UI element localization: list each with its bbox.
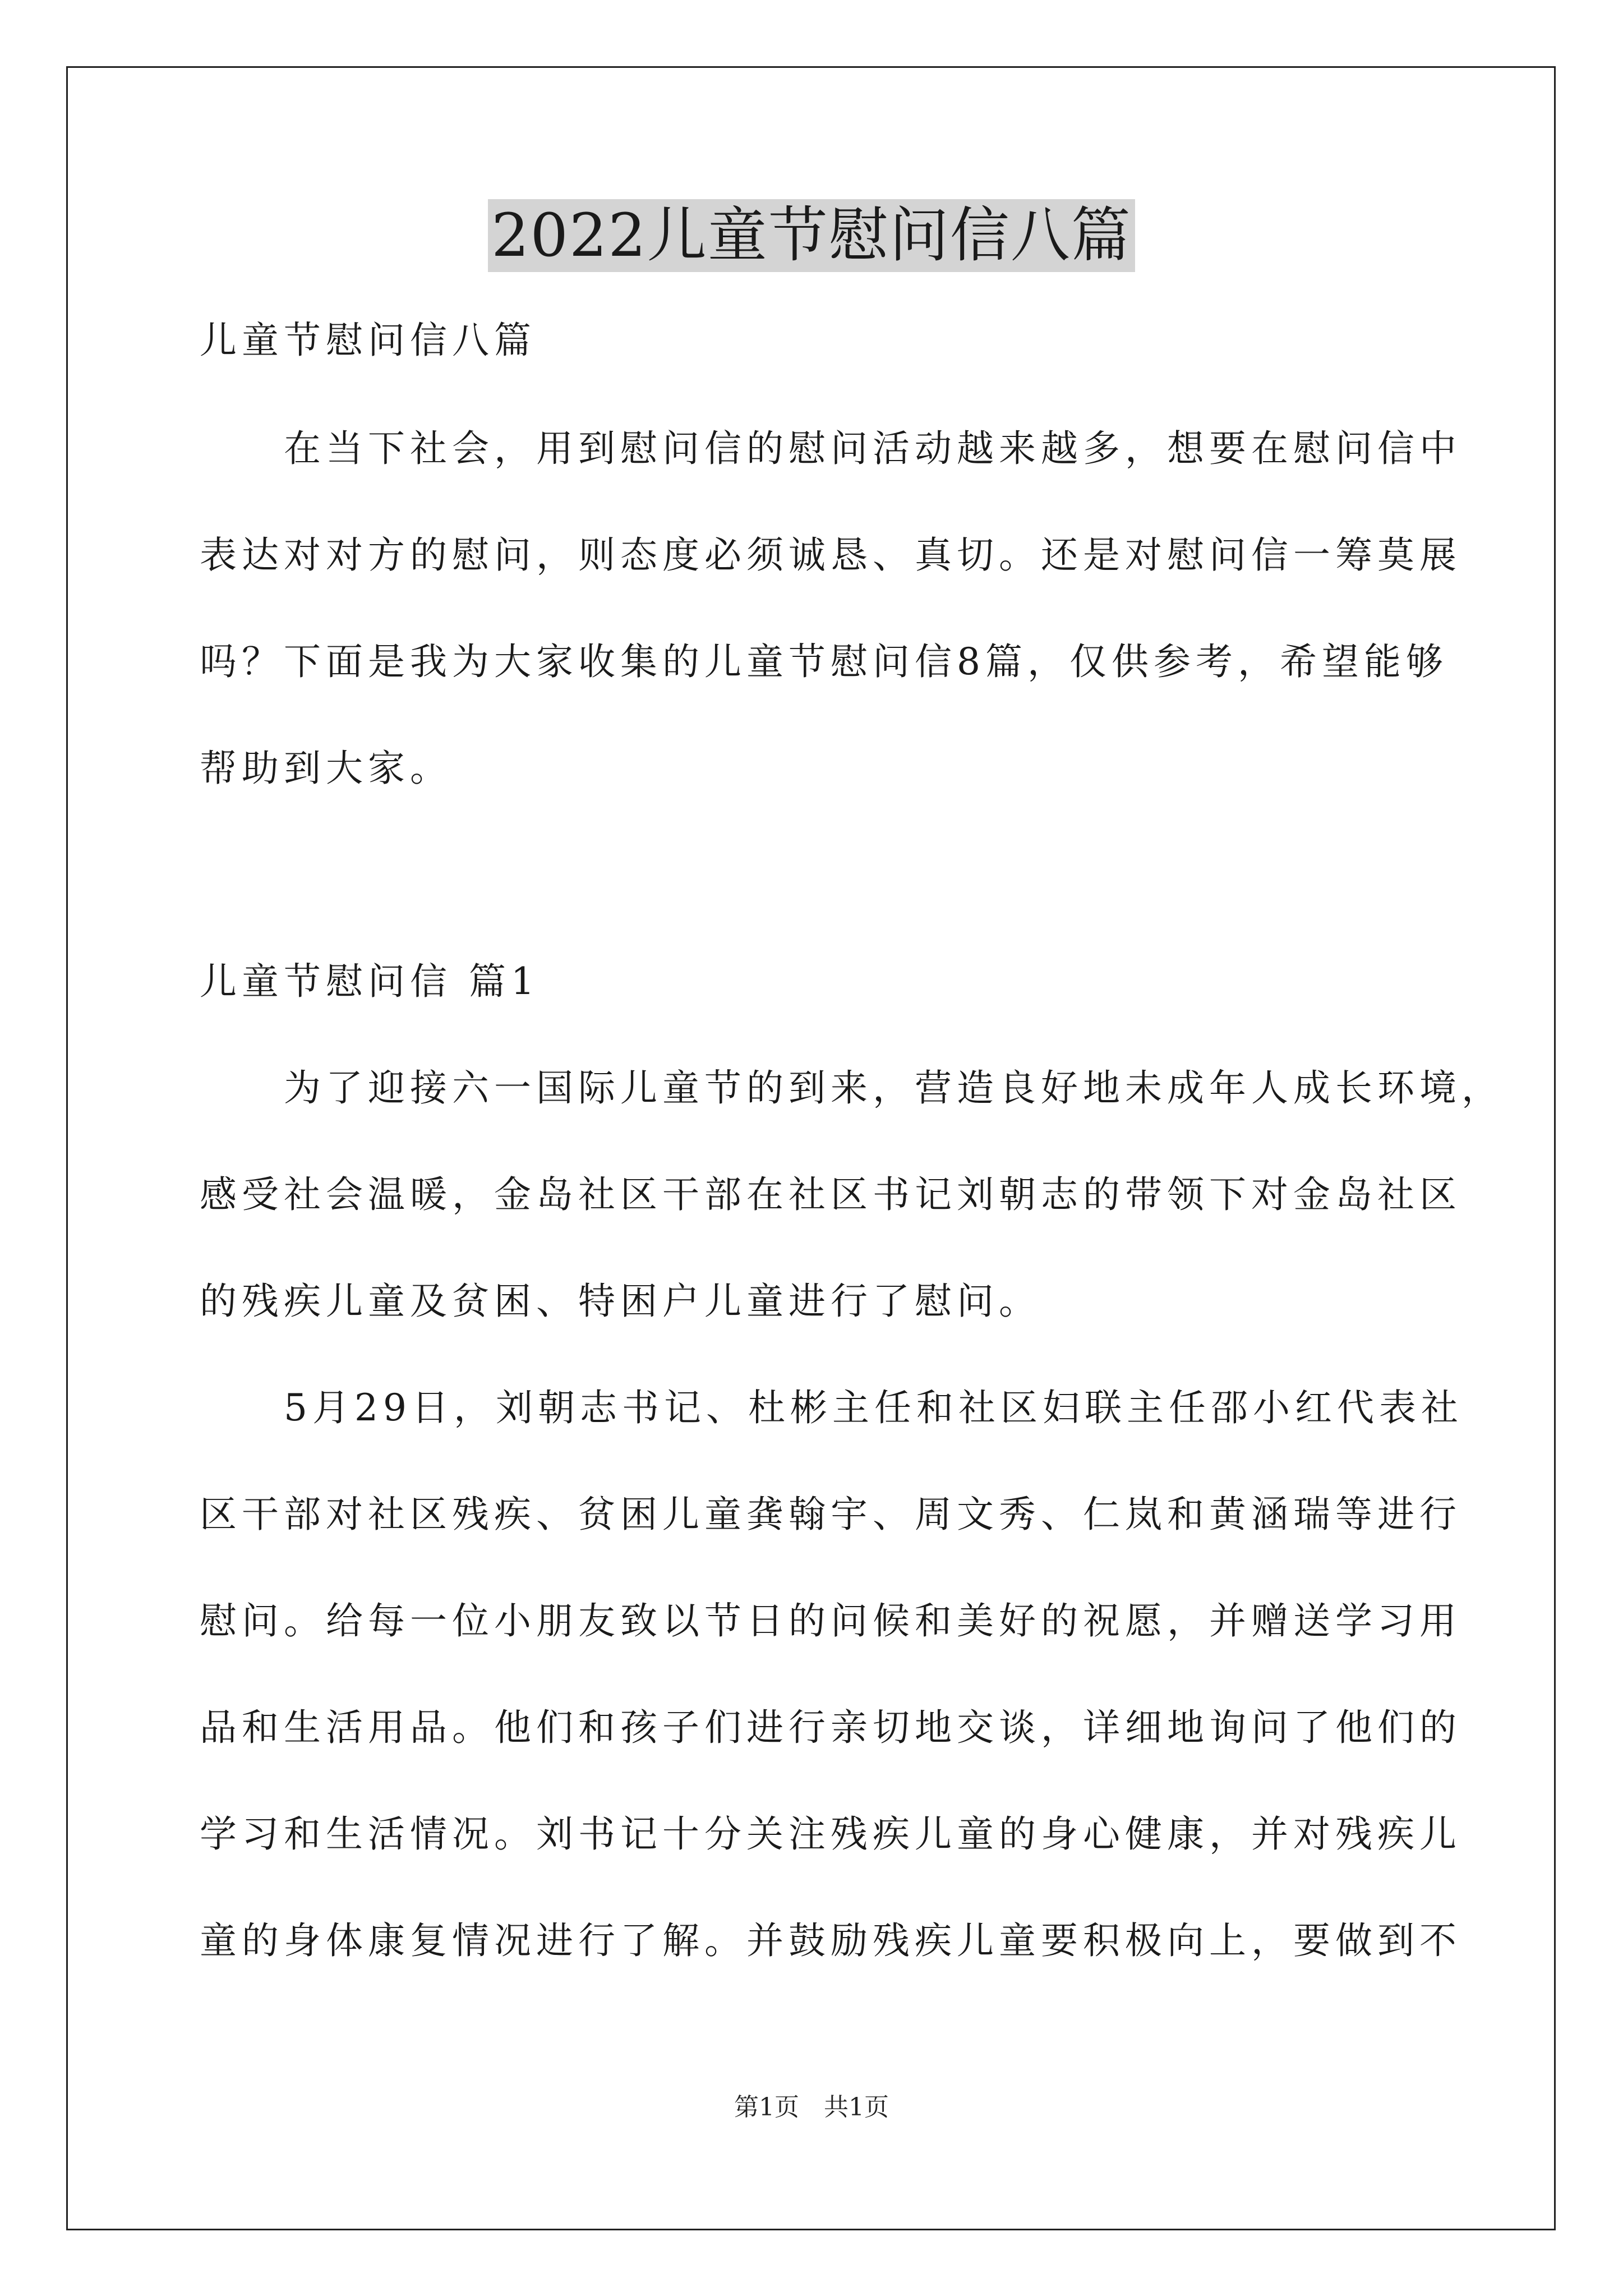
paragraph-line: 帮助到大家。: [200, 747, 452, 790]
paragraph-line: 品和生活用品。他们和孩子们进行亲切地交谈，详细地询问了他们的: [200, 1706, 1461, 1749]
paragraph-line: 童的身体康复情况进行了解。并鼓励残疾儿童要积极向上，要做到不: [200, 1919, 1461, 1962]
section-heading: 儿童节慰问信八篇: [200, 319, 536, 362]
section-heading: 儿童节慰问信 篇1: [200, 960, 540, 1003]
document-body: [200, 314, 1504, 1967]
page-number: 第1页 共1页: [734, 2093, 889, 2122]
paragraph-line: 区干部对社区残疾、贫困儿童龚翰宇、周文秀、仁岚和黄涵瑞等进行: [200, 1493, 1461, 1536]
paragraph-line: 吗？下面是我为大家收集的儿童节慰问信8篇，仅供参考，希望能够: [200, 640, 1448, 683]
paragraph-line: 在当下社会，用到慰问信的慰问活动越来越多，想要在慰问信中: [200, 427, 1461, 470]
paragraph-line: 慰问。给每一位小朋友致以节日的问候和美好的祝愿，并赠送学习用: [200, 1599, 1461, 1642]
paragraph-line: 学习和生活情况。刘书记十分关注残疾儿童的身心健康，并对残疾儿: [200, 1812, 1461, 1856]
page-footer: [0, 2087, 1623, 2123]
paragraph-line: 为了迎接六一国际儿童节的到来，营造良好地未成年人成长环境，: [200, 1066, 1504, 1110]
document-title: 2022儿童节慰问信八篇: [488, 199, 1135, 272]
paragraph-line: 表达对对方的慰问，则态度必须诚恳、真切。还是对慰问信一筹莫展: [200, 533, 1461, 577]
paragraph-line: 5月29日，刘朝志书记、杜彬主任和社区妇联主任邵小红代表社: [200, 1386, 1463, 1429]
title-container: [0, 199, 1623, 272]
paragraph-line: 的残疾儿童及贫困、特困户儿童进行了慰问。: [200, 1280, 1041, 1323]
paragraph-line: 感受社会温暖，金岛社区干部在社区书记刘朝志的带领下对金岛社区: [200, 1173, 1461, 1216]
